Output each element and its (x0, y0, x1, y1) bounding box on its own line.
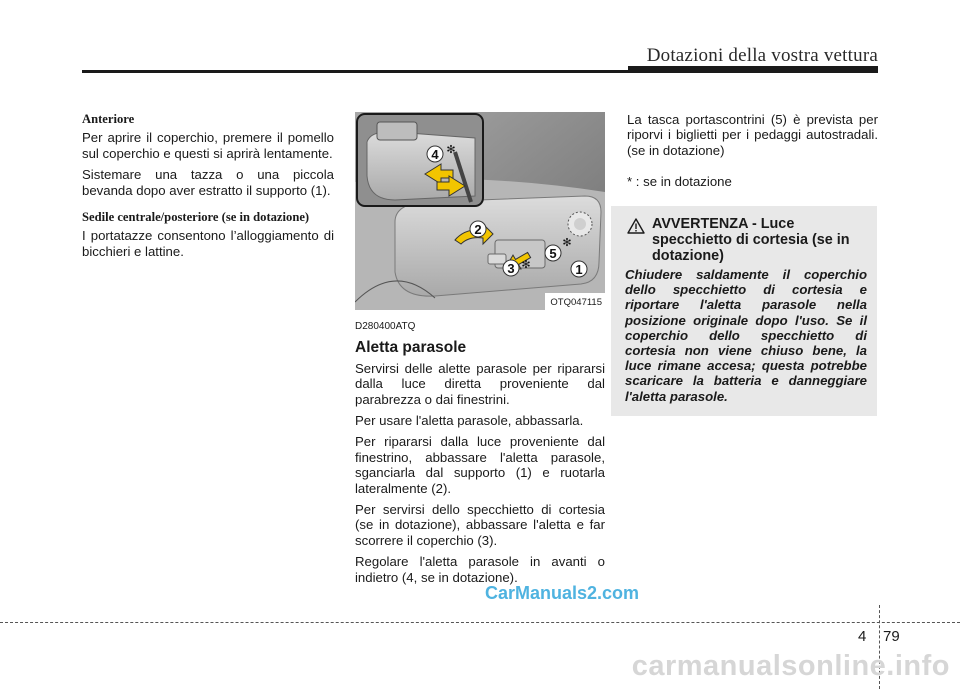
paragraph: Regolare l'aletta parasole in avanti o indietro (4, se in dotazione). (355, 554, 605, 585)
section-title: Aletta parasole (355, 339, 467, 357)
figure-label-2: 2 (474, 222, 482, 237)
paragraph: La tasca portascontrini (5) è prevista per riporvi i biglietti per i pedaggi autostradali. (se in dotazione) (627, 112, 878, 158)
header-rule-accent (628, 66, 878, 72)
heading-anteriore: Anteriore (82, 112, 135, 126)
figure-star: ✻ (562, 237, 572, 249)
footnote: * : se in dotazione (627, 174, 732, 190)
column-2 (355, 112, 605, 591)
warning-triangle-icon (627, 218, 645, 238)
column-3 (627, 112, 878, 196)
sun-visor-figure (355, 112, 605, 310)
page-number: 79 (883, 628, 900, 645)
watermark-carmanualsonline[interactable]: carmanualsonline.info (631, 650, 950, 682)
column-1 (82, 112, 334, 265)
running-header-title: Dotazioni della vostra vettura (646, 45, 878, 66)
warning-box (611, 206, 877, 416)
paragraph: Servirsi delle alette parasole per ripararsi dalla luce diretta proveniente dal parabrezza o dai finestrini. (355, 360, 605, 407)
figure-label-4: 4 (431, 147, 439, 162)
paragraph: Sistemare una tazza o una piccola bevanda dopo aver estratto il supporto (1). (82, 167, 334, 198)
figure-label-5: 5 (549, 246, 557, 261)
paragraph: I portatazze consentono l’alloggiamento di bicchieri e lattine. (82, 228, 334, 259)
warning-title: AVVERTENZA - Luce specchietto di cortesia (se in dotazione) (652, 216, 850, 264)
heading-sedile: Sedile centrale/posteriore (se in dotazione) (82, 210, 310, 225)
figure-star: ✻ (521, 259, 531, 271)
watermark-carmanuals2[interactable]: CarManuals2.com (485, 583, 640, 603)
paragraph: Per servirsi dello specchietto di cortesia (se in dotazione), abbassare l'aletta e far scorrere il coperchio (3). (355, 502, 605, 548)
chapter-number: 4 (858, 628, 867, 645)
warning-heading (625, 216, 867, 264)
figure-star: ✻ (446, 144, 456, 156)
sun-visor-illustration (355, 112, 605, 310)
warning-body: Chiudere saldamente il coperchio dello specchietto di cortesia e riportare l'aletta parasole nella posizione originale dopo l'uso. Se il coperchio dello specchietto di cortesia non viene chiuso bene, la luce rimane accesa; questa potrebbe scaricare la batteria e danneggiare l'aletta parasole. (625, 267, 867, 404)
figure-code: OTQ047115 (545, 293, 605, 310)
footer-rule (0, 622, 960, 623)
paragraph: Per ripararsi dalla luce proveniente dal finestrino, abbassare l'aletta parasole, sganciarla dal supporto (1) e ruotarla lateralmente (2). (355, 434, 605, 496)
paragraph: Per usare l'aletta parasole, abbassarla. (355, 413, 584, 429)
figure-label-1: 1 (575, 262, 583, 277)
document-code: D280400ATQ (355, 321, 416, 332)
figure-label-3: 3 (507, 261, 515, 276)
paragraph: Per aprire il coperchio, premere il pomello sul coperchio e questi si aprirà lentamente. (82, 130, 334, 161)
